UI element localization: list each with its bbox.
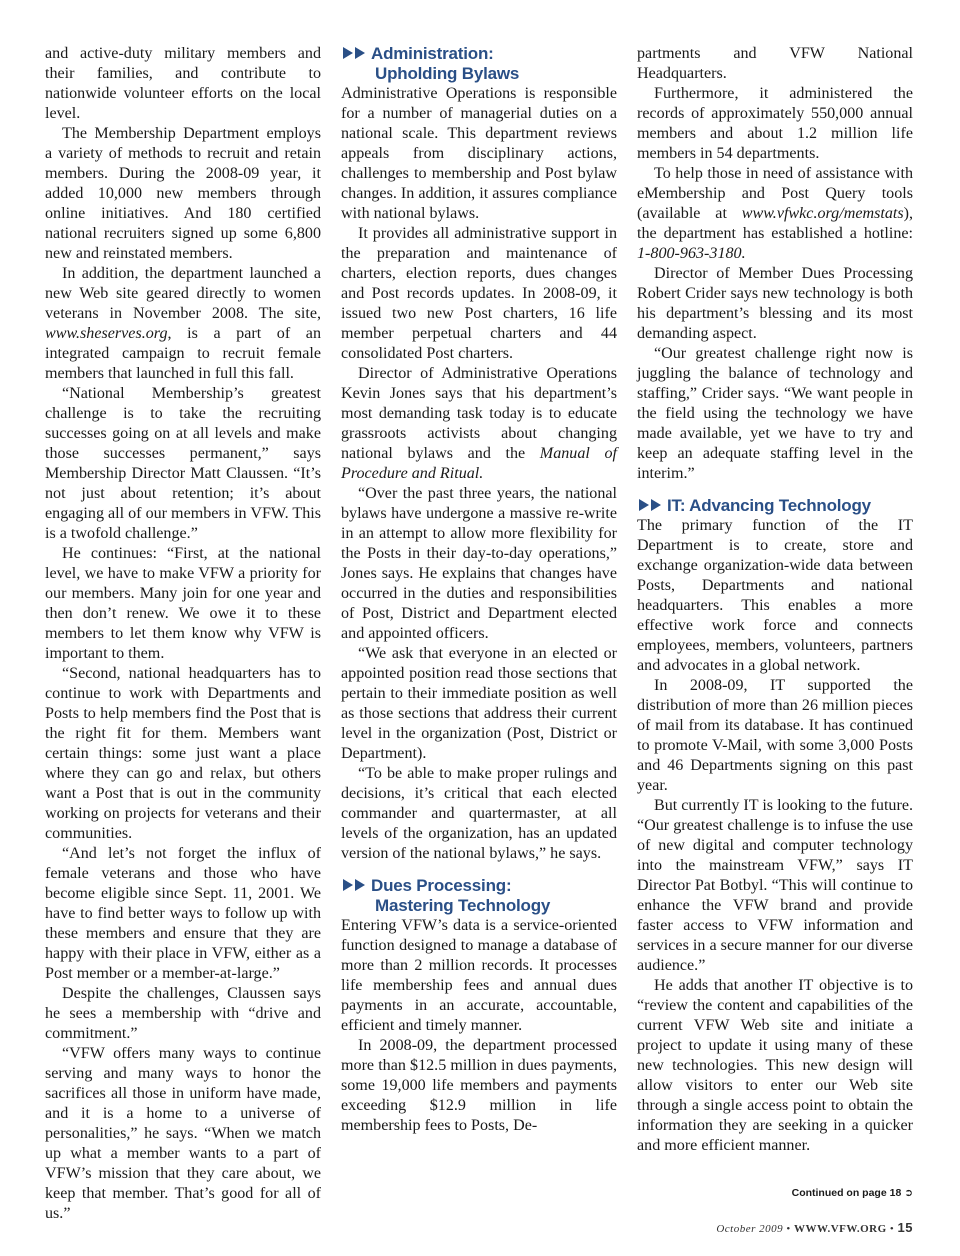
paragraph: Director of Member Dues Processing Robert Crider says new technology is both his department’s blessing and its most demanding aspect. (637, 265, 913, 342)
column-3 (637, 44, 913, 1156)
paragraph: He adds that another IT objective is to “review the content and capabilities of the current VFW Web site and initiate a project to update it using many of these new technologies. This new design will allow visitors to enter our Web site through a single access point to obtain the information they are seeking in a quicker and more efficient manner. (637, 977, 913, 1154)
double-arrow-icon (341, 878, 371, 892)
hotline-number: 1-800-963-3180. (637, 245, 746, 262)
paragraph: “We ask that everyone in an elected or appointed position read those sections that pertain to their immediate position as well as those sections that address their current level in the organization (Post, District or Department). (341, 645, 617, 762)
paragraph: Administrative Operations is responsible for a number of managerial duties on a national scale. This department reviews appeals from disciplinary actions, challenges to membership and Post bylaw changes. In addition, it assures compliance with national bylaws. (341, 85, 617, 222)
paragraph: In addition, the department launched a new Web site geared directly to women veterans in November 2008. The site, www.sheserves.org, is a part of an integrated campaign to recruit female members that launched in full this fall. (45, 265, 321, 382)
paragraph: “Our greatest challenge right now is juggling the balance of technology and staffing,” Crider says. “We want people in the field using the technology we have made available, yet we have to try and keep an adequate staffing level in the interim.” (637, 345, 913, 482)
paragraph: “And let’s not forget the influx of female veterans and those who have become eligible since Sept. 11, 2001. We have to find better ways to follow up with these members and ensure that they are happy with their place in VFW, either as a Post member or a member-at-large.” (45, 845, 321, 982)
paragraph: “To be able to make proper rulings and decisions, it’s critical that each elected commander and quartermaster, at all levels of the organization, has an updated version of the national bylaws,” he says. (341, 765, 617, 862)
paragraph: The Membership Department employs a variety of methods to recruit and retain members. During the 2008-09 year, it added 10,000 new members through online initiatives. And 180 certified national recruiters signed up some 6,800 new and reinstated members. (45, 125, 321, 262)
column-2 (341, 44, 617, 1136)
paragraph: But currently IT is looking to the future. “Our greatest challenge is to infuse the use of new digital and computer technology into the mainstream VFW,” says IT Director Pat Botbyl. “This will continue to enhance the VFW brand and provide faster access to VFW information and services in a secure manner for our diverse audience.” (637, 797, 913, 974)
column-1 (45, 44, 321, 1224)
paragraph: Entering VFW’s data is a service-oriented function designed to manage a database of more than 2 million records. It processes life membership fees and annual dues payments in an accurate, accountable, efficient and timely manner. (341, 917, 617, 1034)
paragraph: and active-duty military members and their families, and contribute to nationwide volunteer efforts on the local level. (45, 45, 321, 122)
manual-title: Manual of Procedure and Ritual. (341, 445, 617, 482)
paragraph: In 2008-09, IT supported the distribution of more than 26 million pieces of mail from its database. It has continued to promote V-Mail, with some 3,000 Posts and 46 Departments signing on this past year. (637, 677, 913, 794)
paragraph: In 2008-09, the department processed more than $12.5 million in dues payments, some 19,000 life members and payments exceeding $12.9 million in life membership fees to Posts, De- (341, 1037, 617, 1134)
continued-on-notice: Continued on page 18 ➲ (791, 1187, 913, 1199)
memstats-url: www.vfwkc.org/memstats (741, 205, 904, 222)
site-url: WWW.VFW.ORG (793, 1223, 887, 1235)
paragraph: “National Membership’s greatest challenge is to take the recruiting successes going on at all levels and make those successes permanent,” says Membership Director Matt Claussen. “It’s not just about retention; it’s about engaging all of our members in VFW. This is a twofold challenge.” (45, 385, 321, 542)
paragraph: Despite the challenges, Claussen says he sees a membership with “drive and commitment.” (45, 985, 321, 1042)
paragraph: It provides all administrative support in the preparation and maintenance of charters, election reports, dues changes and Post records updates. In 2008-09, it issued two new Post charters, 16 life member perpetual charters and 44 consolidated Post charters. (341, 225, 617, 362)
page-footer: October 2009 • WWW.VFW.ORG • 15 (716, 1220, 913, 1235)
double-arrow-icon (637, 498, 667, 512)
paragraph: Director of Administrative Operations Kevin Jones says that his department’s most demanding task today is to educate grassroots activists about changing national bylaws and the Manual of Procedure and Ritual. (341, 365, 617, 482)
paragraph: To help those in need of assistance with eMembership and Post Query tools (available at www.vfwkc.org/memstats), the department has established a hotline: 1-800-963-3180. (637, 165, 913, 262)
double-arrow-icon (341, 46, 371, 60)
paragraph: The primary function of the IT Department is to create, store and exchange organization-wide data between Posts, Departments and national headquarters. This enables a more effective work force and connects employees, members, volunteers, partners and advocates in a global network. (637, 517, 913, 674)
section-heading-it: IT: Advancing Technology (637, 496, 913, 516)
paragraph: He continues: “First, at the national level, we have to make VFW a priority for our members. Many join for one year and then don’t renew. We owe it to these members to let them know why VFW is important to them. (45, 545, 321, 662)
section-heading-dues-processing: Dues Processing: Mastering Technology (341, 876, 617, 916)
issue-date: October 2009 (716, 1223, 784, 1235)
paragraph: partments and VFW National Headquarters. (637, 45, 913, 82)
paragraph: “Over the past three years, the national bylaws have undergone a massive re-write in an attempt to allow more flexibility for the Posts in their day-to-day operations,” Jones says. He explains that changes have occurred in the duties and responsibilities of Post, District and Department elected and appointed officers. (341, 485, 617, 642)
paragraph: “Second, national headquarters has to continue to work with Departments and Posts to help members find the Post that is the right fit for them. Members want certain things: some just want a place where they can go and relax, but others want a Post that is out in the community working on projects for veterans and their communities. (45, 665, 321, 842)
paragraph: Furthermore, it administered the records of approximately 550,000 annual members and about 1.2 million life members in 54 departments. (637, 85, 913, 162)
page-number: 15 (897, 1220, 913, 1235)
sheserves-url: www.sheserves.org (45, 325, 168, 342)
paragraph: “VFW offers many ways to continue serving and many ways to honor the sacrifices all those in uniform have made, and it is a home to a universe of personalities,” he says. “When we match up what a member wants to a part of VFW’s mission that they care about, we keep that member. That’s good for all of us.” (45, 1045, 321, 1222)
section-heading-administration: Administration: Upholding Bylaws (341, 44, 617, 84)
